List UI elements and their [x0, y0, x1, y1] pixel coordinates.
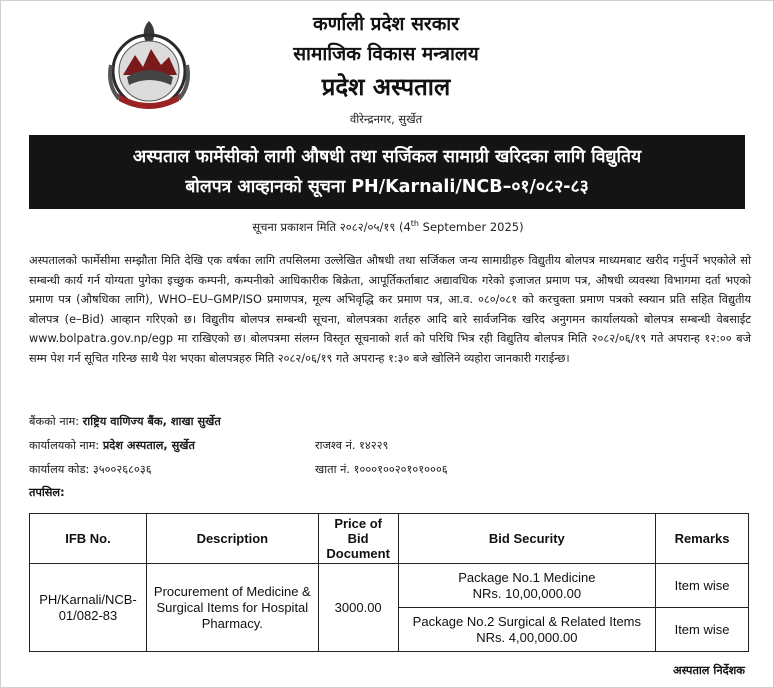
notice-title-banner — [29, 135, 745, 209]
office-code: कार्यालय कोड: ३५००२६८०३६ — [29, 463, 152, 476]
office-location: वीरेन्द्रनगर, सुर्खेत — [349, 112, 423, 126]
banner-line-1: अस्पताल फार्मेसीको लागी औषधी तथा सर्जिकल सामाग्री खरिदका लागि विद्युतिय — [132, 147, 642, 167]
price-cell: 3000.00 — [318, 564, 398, 652]
notice-body: अस्पतालको फार्मेसीमा सम्झौता मिति देखि एक वर्षका लागि तपसिलमा उल्लेखित औषधी तथा सर्जिकल जन्य सामाग्रीहरु विद्युतीय बोलपत्र माध्यमबाट खरीद गर्नुपर्ने भएकोले सो सम्बन्धी कार्य गर्न योग्यता पुगेका इच्छुक कम्पनी, कम्पनीको आधिकारीक बिक्रेता, आपूर्तिकर्ताबाट अद्यावधिक गरेको इजाजत प्रमाण पत्र, औषधी व्यवस्था विभागमा दर्ता भएको प्रमाण पत्र (औषधिका लागि), WHO–EU–GMP/ISO प्रमाणपत्र, मूल्य अभिवृद्धि कर प्रमाण पत्र, आ.व. ०८०/०८१ को करचुक्ता प्रमाण पत्रको स्क्यान प्रति सहित विद्युतीय बोलपत्र (e–Bid) आव्हान गरिएको छ। विद्युतीय बोलपत्र सम्बन्धी सूचना, बोलपत्रका शर्तहरु आदि बारे सार्वजनिक खरिद अनुगमन कार्यालयको बोलपत्र सम्बन्धी वेबसाईट www.bolpatra.gov.np/egp मा राखिएको छ। बोलपत्रमा संलग्न विस्तृत सूचनाको शर्त को परिधि भित्र रही विद्युतिय बोलपत्र मिति २०८२/०६/१९ गते अपरान्ह १२:०० बजे सम्म पेश गर्न सूचित गरिन्छ साथै पेश भएका बोलपत्रहरु मिति २०८२/०६/१९ गते अपरान्ह १:३० बजे खोलिने व्यहोरा जानकारी गराईन्छ। — [29, 254, 751, 365]
government-name: कर्णाली प्रदेश सरकार — [312, 13, 459, 35]
office-name-line: कार्यालयको नाम: प्रदेश अस्पताल, सुर्खेत — [29, 439, 195, 452]
table-row — [30, 564, 749, 608]
header-bid-security: Bid Security — [398, 514, 655, 564]
package-2-remarks: Item wise — [656, 608, 749, 652]
details-label: तपसिल: — [29, 486, 65, 499]
publish-date-english: (4th September 2025) — [398, 219, 524, 234]
package-1-name: Package No.1 Medicine — [458, 569, 596, 585]
letterhead — [201, 9, 571, 129]
header-description: Description — [146, 514, 318, 564]
bid-details-table — [29, 513, 749, 652]
header-ifb-no: IFB No. — [30, 514, 147, 564]
description-cell: Procurement of Medicine & Surgical Items for Hospital Pharmacy. — [146, 564, 318, 652]
package-1-remarks: Item wise — [656, 564, 749, 608]
package-1-amount: NRs. 10,00,000.00 — [472, 585, 582, 601]
package-2-name: Package No.2 Surgical & Related Items — [412, 613, 642, 629]
office-name-value: प्रदेश अस्पताल, सुर्खेत — [102, 439, 195, 452]
government-emblem-icon — [97, 15, 201, 115]
ministry-name: सामाजिक विकास मन्त्रालय — [293, 43, 479, 65]
package-2-amount: NRs. 4,00,000.00 — [476, 629, 578, 645]
account-number: खाता नं. १०००१००२०१०१०००६ — [315, 463, 448, 476]
publish-date — [1, 219, 774, 235]
revenue-number: राजश्व नं. १४२२९ — [315, 439, 389, 452]
bank-name-line: बैंकको नाम: राष्ट्रिय वाणिज्य बैंक, शाखा सुर्खेत — [29, 415, 221, 428]
bank-name-value: राष्ट्रिय वाणिज्य बैंक, शाखा सुर्खेत — [82, 415, 221, 428]
table-header-row — [30, 514, 749, 564]
header-price: Price of Bid Document — [318, 514, 398, 564]
ifb-number-cell: PH/Karnali/NCB-01/082-83 — [30, 564, 147, 652]
office-name: प्रदेश अस्पताल — [321, 72, 451, 101]
publish-date-nepali: सूचना प्रकाशन मिति २०८२/०५/१९ — [252, 219, 396, 234]
header-remarks: Remarks — [656, 514, 749, 564]
package-2-cell — [398, 608, 655, 652]
banner-line-2: बोलपत्र आव्हानको सूचना PH/Karnali/NCB–०१/०८२-८३ — [185, 177, 589, 197]
package-1-cell — [398, 564, 655, 608]
signatory-title: अस्पताल निर्देशक — [673, 664, 745, 677]
